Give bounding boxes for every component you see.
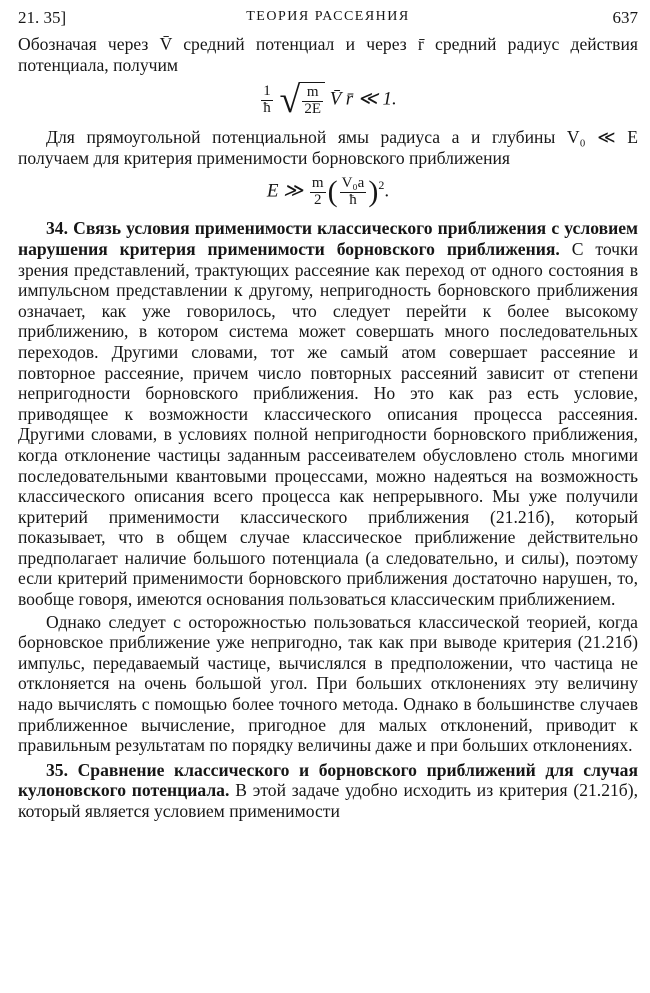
section-35: [18, 760, 638, 822]
section-34: [18, 218, 638, 609]
formula-rectangular-well: E ≫ $\frac{m}{2}$ ( $\frac{\text{V₀a}}{ħ}$ )$^2$.: [266, 175, 390, 209]
paragraph-rectangular-well: Для прямоугольной потенциальной ямы радиуса a и глубины V₀ ≪ E получаем для критерия применимости борновского приближения: [18, 127, 638, 168]
running-header: [18, 8, 638, 34]
page: [18, 8, 638, 822]
section-35-title: 35. Сравнение классического и борновского приближений для случая кулоновского потенциала.: [18, 759, 638, 801]
page-number: 637: [612, 8, 638, 27]
formula-tail: V̄ r̄ ≪ 1.: [329, 88, 397, 110]
fraction-v0a-over-hbar: $\frac{\text{V₀a}}{ħ}$: [341, 175, 365, 208]
section-35-body: В этой задаче удобно исходить из критерия (21.21б), который является условием применимости: [18, 780, 639, 821]
sqrt-symbol: √ $\frac{m}{2E}$: [279, 81, 325, 119]
formula-born-criterion: [18, 79, 638, 122]
exponent: 2: [378, 178, 385, 193]
fraction-m-over-2e: $\frac{m}{2E}$: [304, 84, 321, 118]
section-34-title: 34. Связь условия применимости классического приближения с условием нарушения критерия применимости борновского приближения.: [18, 218, 638, 259]
left-paren: (: [327, 175, 338, 209]
running-title: ТЕОРИЯ РАССЕЯНИЯ: [246, 9, 410, 24]
paragraph-mean-potential: Обозначая через V̄ средний потенциал и через r̄ средний радиус действия потенциала, получим: [18, 34, 638, 75]
section-34-body: С точки зрения представлений, трактующих рассеяние как переход от одного состояния в импульсном представлении к другому, непригодность борновского приближения означает, как уже говорилось, что следует перейти к более высокому приближению, в котором система может совершать много последовательных переходов. Другими словами, тот же самый атом совершает рассеяние и повторное рассеяние, причем число повторных рассеяний зависит от степени непригодности борновского приближения. Но это как раз есть условие, приводящее к возможности классического описания процесса рассеяния. Другими словами, в условиях полной непригодности борновского приближения, когда отклонение частицы заданным рассеивателем обусловлено столь многими последовательными квантовыми процессами, можно надеяться на возможность классического описания всего процесса как непрерывного. Мы уже получили критерий применимости классического приближения (21.21б), который показывает, что в общем случае классическое приближение действительно предполагает наличие большого потенциала (а следовательно, и силы), поэтому если критерий применимости борновского приближения достаточно нарушен, то, вообще говоря, имеются основания пользоваться классическим приближением.: [18, 238, 638, 610]
fraction-one-over-hbar: $\frac{1}{ħ}$: [263, 82, 271, 116]
fraction-m-over-2: $\frac{m}{2}$: [311, 175, 324, 208]
section-ref: 21. 35]: [18, 8, 67, 27]
formula-lead: E ≫: [266, 180, 304, 202]
paragraph-caution: Однако следует с осторожностью пользоваться классической теорией, когда борновское приближение уже непригодно, так как при выводе критерия (21.21б) импульс, передаваемый частице, вычислялся в предположении, что частица не отклоняется на очень большой угол. При больших отклонениях эту величину надо вычислять с помощью более точного метода. Однако в большинстве случаев приближенное вычисление, пригодное для малых отклонений, приводит к правильным результатам по порядку величины даже и при больших отклонениях.: [18, 611, 638, 756]
right-paren: ): [368, 175, 379, 209]
